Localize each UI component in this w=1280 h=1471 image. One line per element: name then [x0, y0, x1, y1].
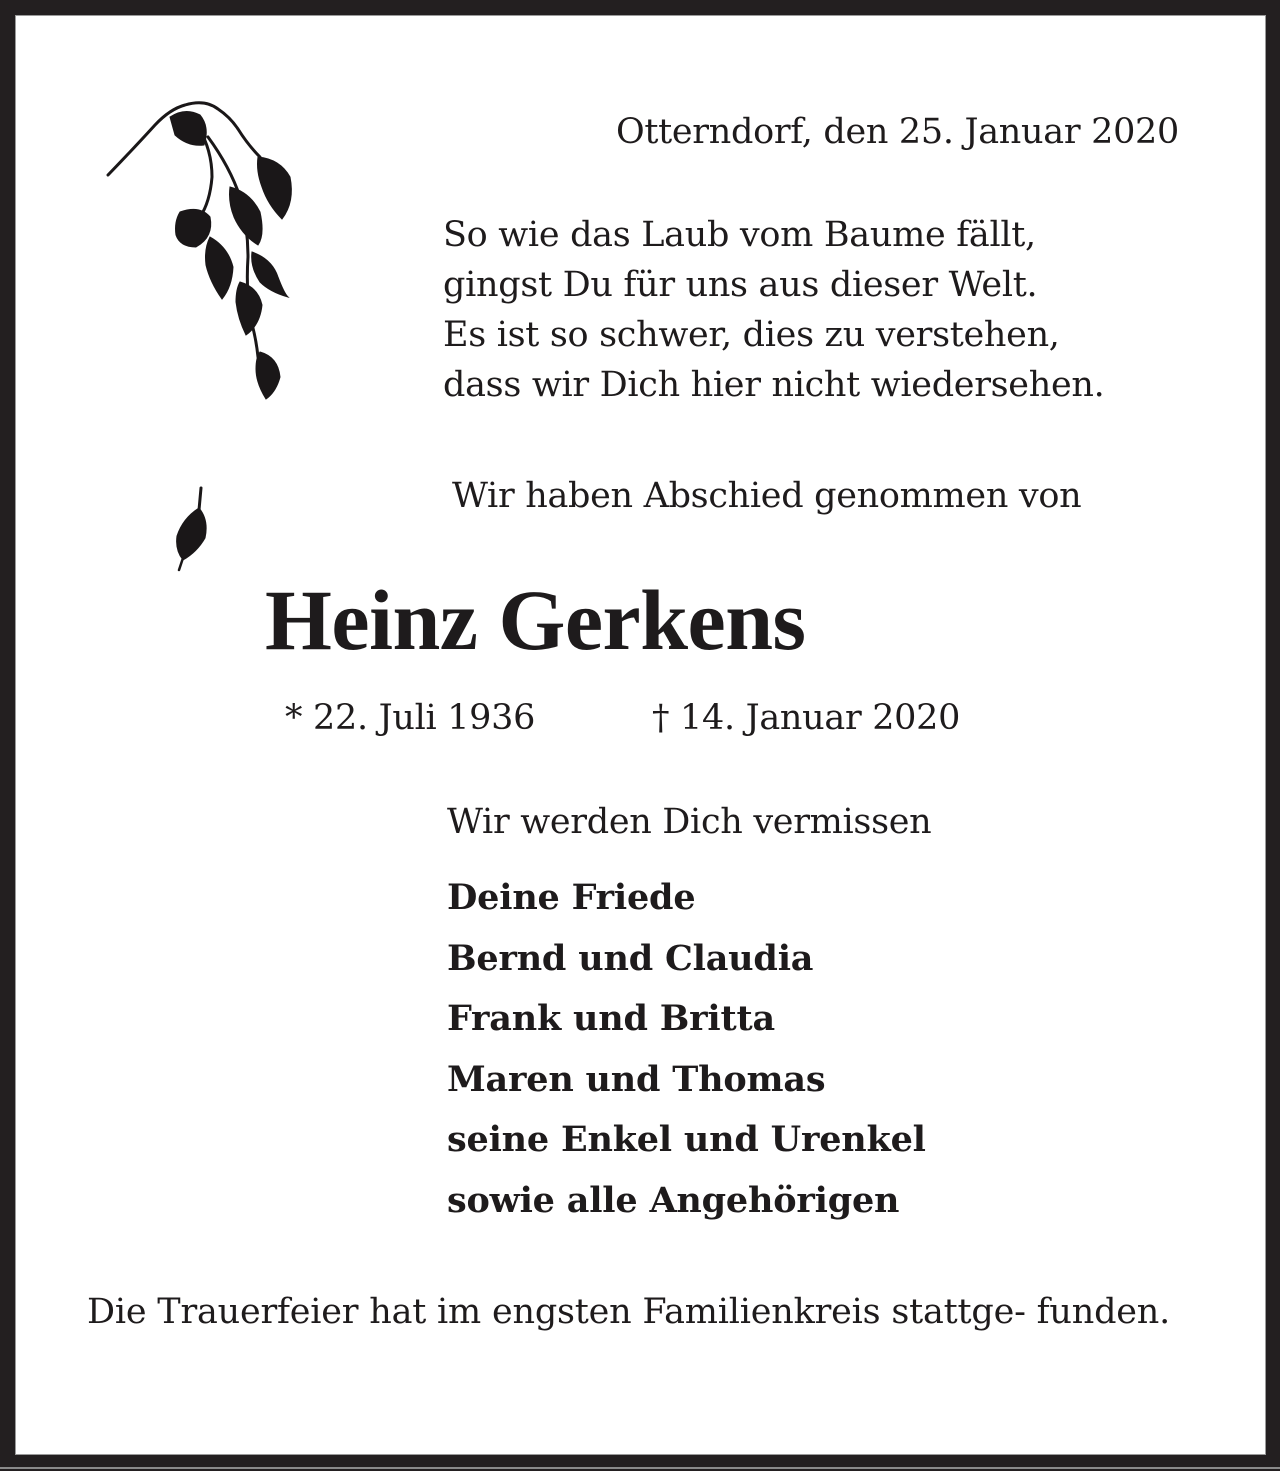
family-member: Frank und Britta: [447, 998, 775, 1039]
death-date: † 14. Januar 2020: [652, 698, 961, 738]
frame-bottom-edge: [0, 1467, 1280, 1469]
family-member: Deine Friede: [447, 877, 696, 918]
obituary-notice: [15, 15, 1266, 1455]
place-and-date: Otterndorf, den 25. Januar 2020: [615, 112, 1179, 152]
family-member: Bernd und Claudia: [447, 937, 814, 979]
family-member: sowie alle Angehörigen: [447, 1179, 900, 1221]
poem-line: dass wir Dich hier nicht wiedersehen.: [443, 365, 1105, 405]
miss-line: Wir werden Dich vermissen: [447, 802, 932, 842]
poem-line: Es ist so schwer, dies zu verstehen,: [443, 315, 1060, 355]
poem-line: So wie das Laub vom Baume fällt,: [443, 215, 1036, 255]
hanging-leaf-branch-icon: [100, 87, 315, 407]
birth-date: * 22. Juli 1936: [285, 698, 536, 738]
poem-line: gingst Du für uns aus dieser Welt.: [443, 265, 1038, 305]
deceased-name: Heinz Gerkens: [265, 572, 806, 668]
family-list: [447, 868, 926, 1231]
ceremony-note: Die Trauerfeier hat im engsten Familienkreis stattge- funden.: [87, 1292, 1171, 1332]
farewell-line: Wir haben Abschied genommen von: [452, 476, 1082, 516]
poem: [443, 210, 1104, 410]
family-member: Maren und Thomas: [447, 1058, 826, 1100]
falling-leaf-icon: [155, 480, 215, 580]
family-member: seine Enkel und Urenkel: [447, 1119, 926, 1160]
